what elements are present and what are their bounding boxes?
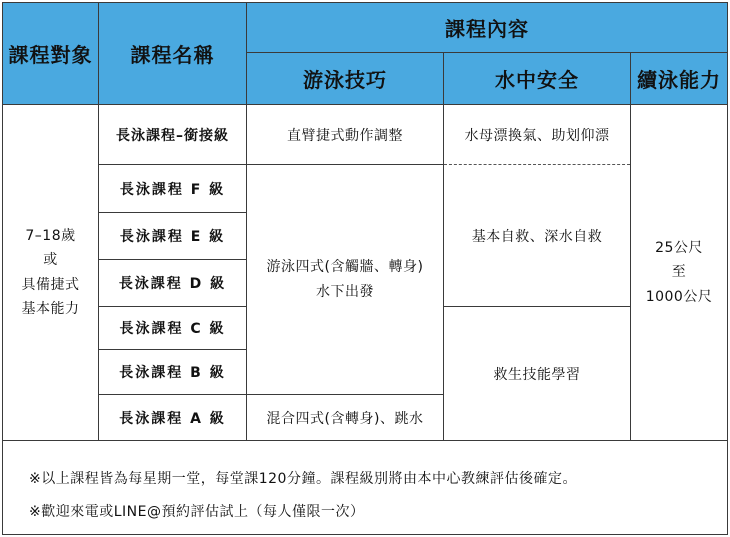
- header-course-name: 課程名稱: [99, 3, 247, 105]
- course-c: 長泳課程 C 級: [99, 307, 247, 350]
- skill-bridge: 直臂捷式動作調整: [247, 105, 444, 165]
- target-line: 7–18歲: [25, 227, 76, 244]
- header-endurance: 續泳能力: [631, 53, 728, 105]
- header-swim-skills: 游泳技巧: [247, 53, 444, 105]
- course-d: 長泳課程 D 級: [99, 260, 247, 307]
- course-e: 長泳課程 E 級: [99, 213, 247, 260]
- header-content: 課程內容: [247, 3, 728, 53]
- skill-mixed: 混合四式(含轉身)、跳水: [247, 395, 444, 441]
- course-f: 長泳課程 F 級: [99, 165, 247, 213]
- note-trial: ※歡迎來電或LINE@預約評估試上（每人僅限一次）: [29, 504, 365, 520]
- endurance-cell: [631, 105, 728, 441]
- skill-line: 水下出發: [316, 283, 374, 300]
- safety-lifesaving: 救生技能學習: [444, 307, 631, 441]
- course-bridge: 長泳課程–銜接級: [99, 105, 247, 165]
- skill-fourstroke: [247, 165, 444, 395]
- header-target: 課程對象: [3, 3, 99, 105]
- endurance-line: 1000公尺: [645, 288, 713, 305]
- safety-bridge: 水母漂換氣、助划仰漂: [444, 105, 631, 165]
- target-cell: [3, 105, 99, 441]
- note-schedule: ※以上課程皆為每星期一堂，每堂課120分鐘。課程級別將由本中心教練評估後確定。: [29, 471, 577, 487]
- header-water-safety: 水中安全: [444, 53, 631, 105]
- course-a: 長泳課程 A 級: [99, 395, 247, 441]
- target-line: 具備捷式: [21, 276, 80, 293]
- safety-self-rescue: 基本自救、深水自救: [444, 165, 631, 307]
- skill-line: 游泳四式(含觸牆、轉身): [266, 259, 424, 275]
- course-b: 長泳課程 B 級: [99, 350, 247, 395]
- notes-cell: [3, 441, 728, 535]
- course-table: [2, 2, 728, 535]
- endurance-line: 至: [671, 264, 687, 281]
- target-line: 或: [43, 252, 58, 268]
- target-line: 基本能力: [21, 301, 80, 317]
- endurance-line: 25公尺: [655, 239, 703, 256]
